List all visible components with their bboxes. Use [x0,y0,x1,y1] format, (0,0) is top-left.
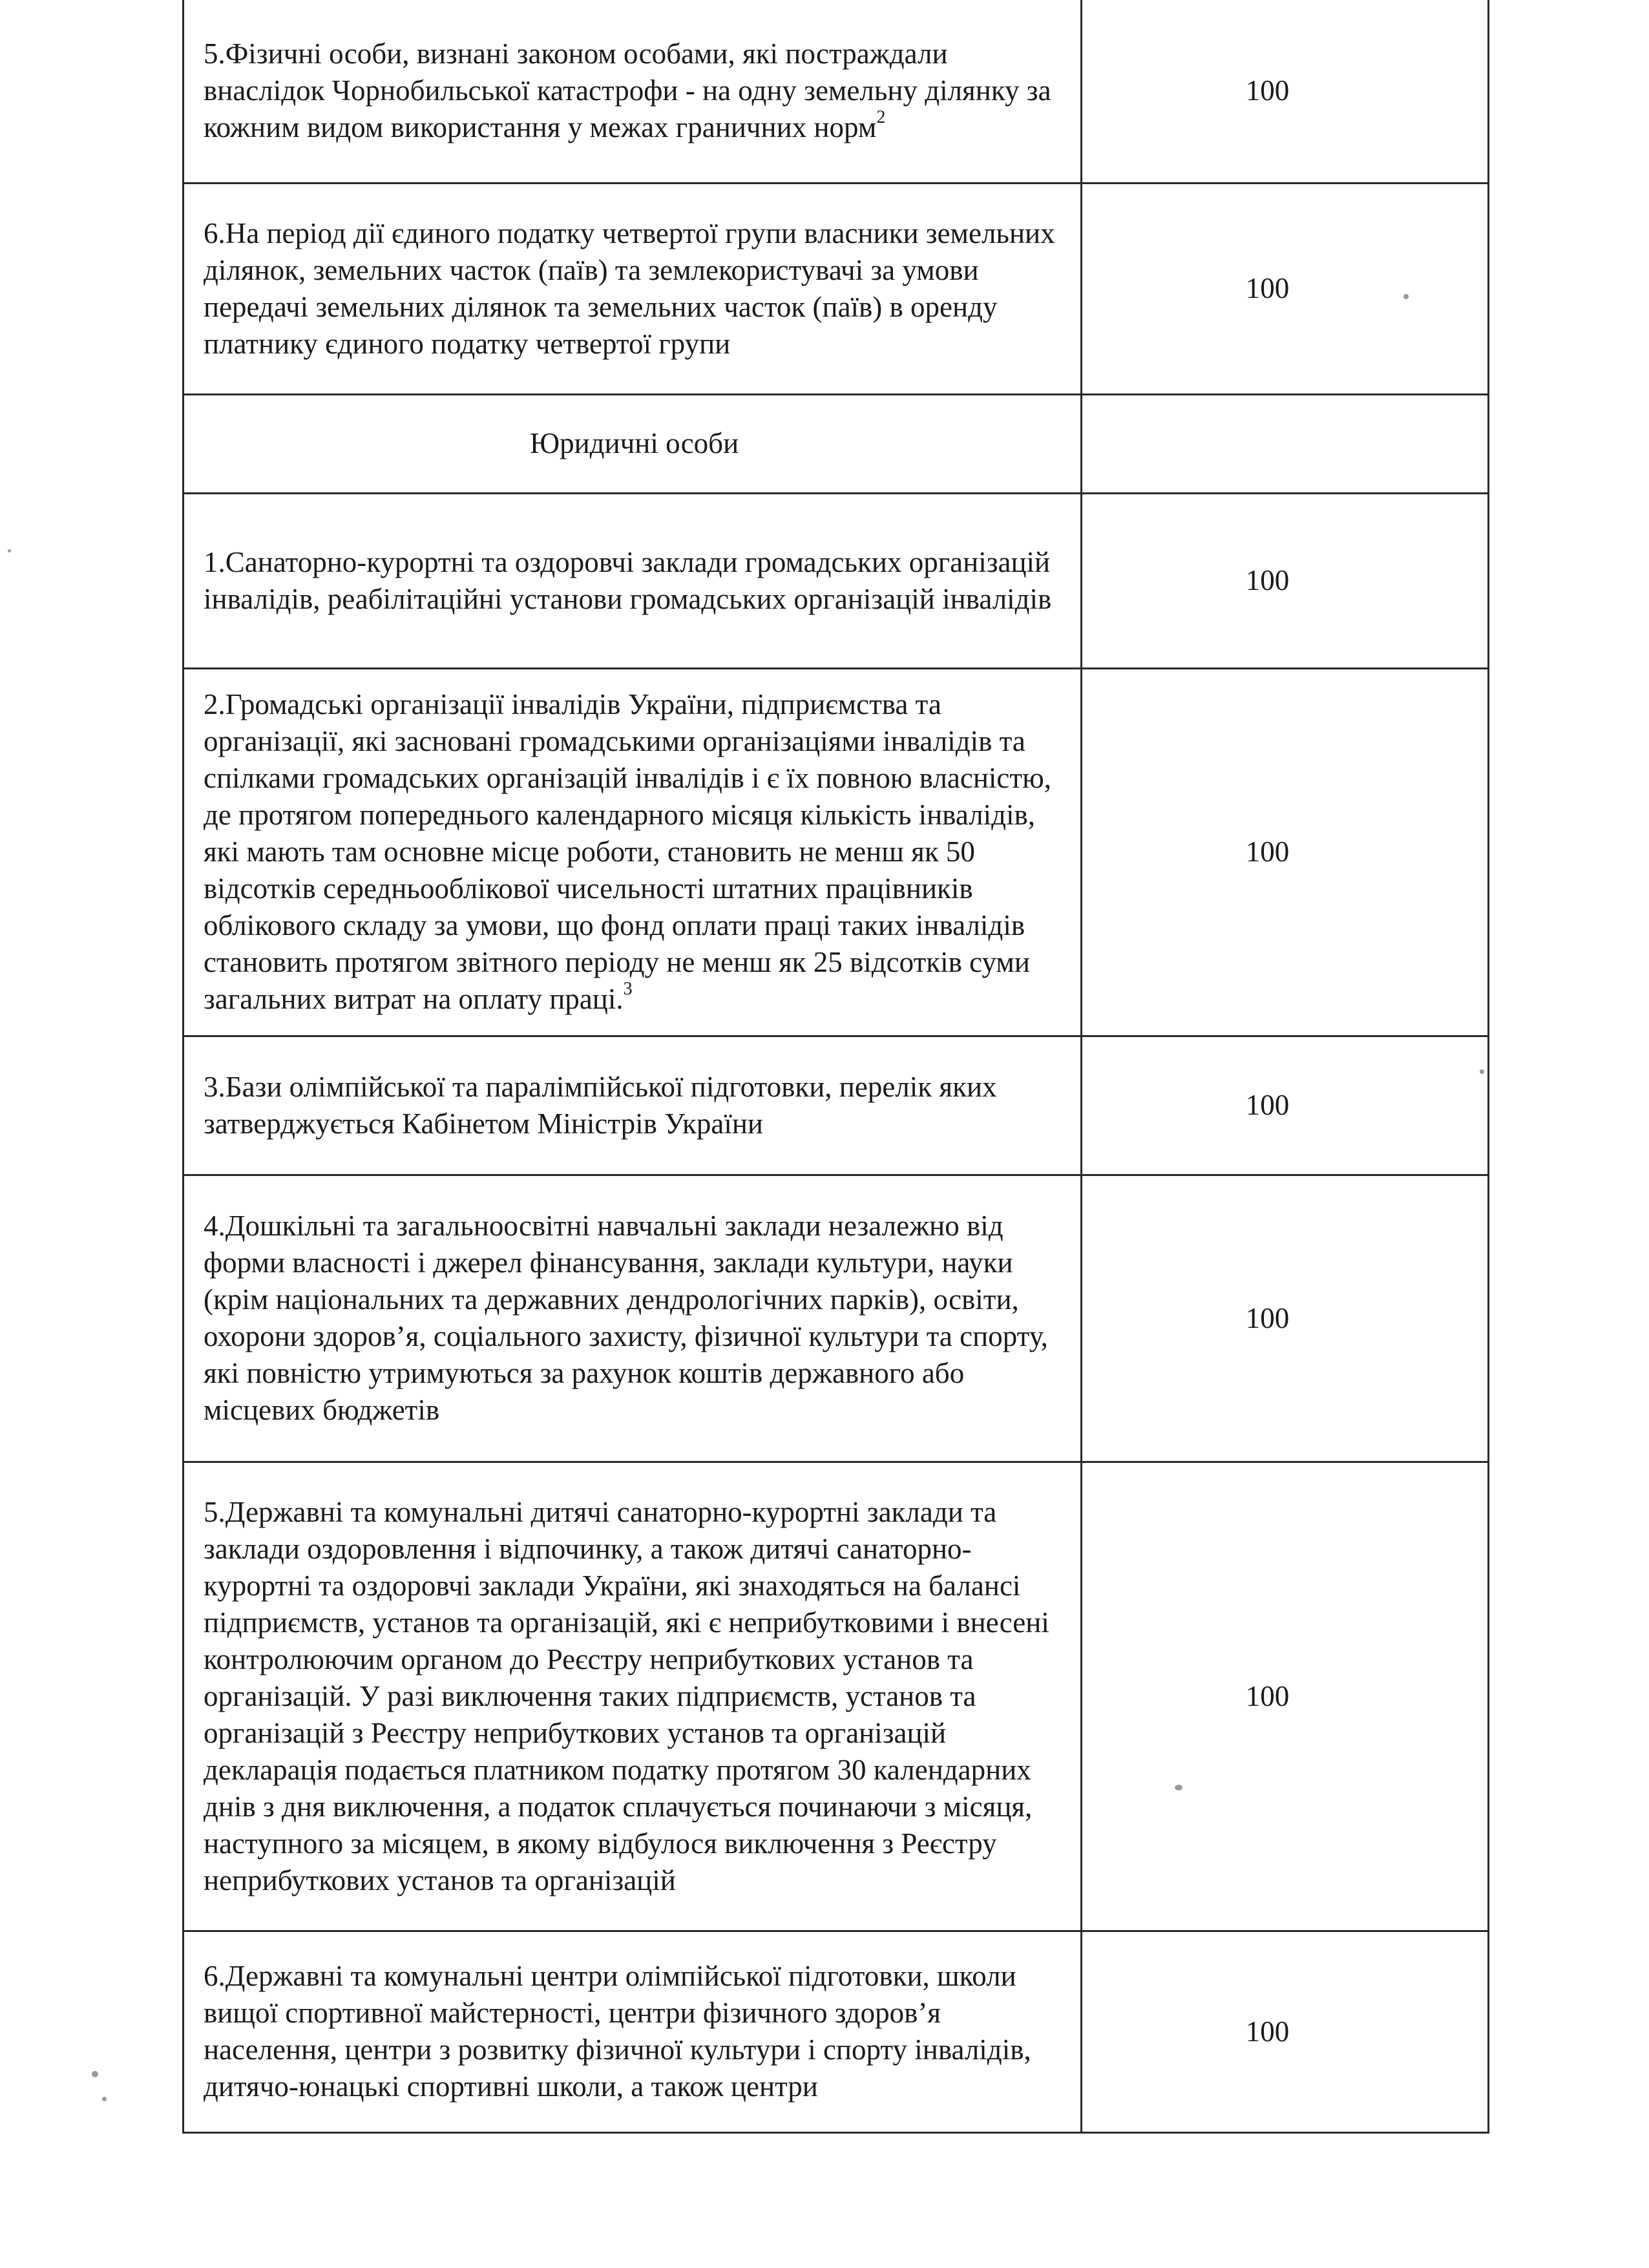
table-row [184,1036,1489,1175]
scan-speck [1480,1069,1484,1074]
scan-speck [102,2097,107,2101]
table-row [184,0,1489,183]
table-row [184,668,1489,1036]
row-value [1082,394,1489,493]
row-value: 100 [1082,493,1489,668]
row-value: 100 [1082,1931,1489,2132]
row-description: 6.На період дії єдиного податку четвертої групи власники земельних ділянок, земельних часток (паїв) та землекористувачі за умови передачі земельних ділянок та земельних часток (паїв) в оренду платнику єдиного податку четвертої групи [184,183,1082,394]
table-row [184,1931,1489,2132]
row-description: 1.Санаторно-курортні та оздоровчі заклади громадських організацій інвалідів, реабілітаційні установи громадських організацій інвалідів [184,493,1082,668]
scan-speck [92,2071,98,2077]
row-description: 2.Громадські організації інвалідів України, підприємства та організації, які засновані громадськими організаціями інвалідів та спілками громадських організацій інвалідів і є їх повною власністю, де протягом попереднього календарного місяця кількість інвалідів, які мають там основне місце роботи, становить не менш як 50 відсотків середньооблікової чисельності штатних працівників облікового складу за умови, що фонд оплати праці таких інвалідів становить протягом звітного періоду не менш як 25 відсотків суми загальних витрат на оплату праці.$^3$ [184,668,1082,1036]
row-value: 100 [1082,1036,1489,1175]
scan-speck [1175,1785,1182,1790]
row-value: 100 [1082,1175,1489,1462]
footnote-mark: 2 [876,107,886,128]
table-row [184,1175,1489,1462]
row-description: 6.Державні та комунальні центри олімпійської підготовки, школи вищої спортивної майстерності, центри фізичного здоров’я населення, центри з розвитку фізичної культури і спорту інвалідів, дитячо-юнацькі спортивні школи, а також центри [184,1931,1082,2132]
scan-speck [1403,294,1409,299]
table-row [184,493,1489,668]
row-description: 5.Державні та комунальні дитячі санаторно-курортні заклади та заклади оздоровлення і відпочинку, а також дитячі санаторно-курортні та оздоровчі заклади України, які знаходяться на балансі підприємств, установ та організацій, які є неприбутковими і внесені контролюючим органом до Реєстру неприбуткових установ та організацій. У разі виключення таких підприємств, установ та організацій з Реєстру неприбуткових установ та організацій декларація подається платником податку протягом 30 календарних днів з дня виключення, а податок сплачується починаючи з місяця, наступного за місяцем, в якому відбулося виключення з Реєстру неприбуткових установ та організацій [184,1462,1082,1931]
section-title: Юридичні особи [184,394,1082,493]
footnote-mark: 3 [623,979,633,999]
section-header-row [184,394,1489,493]
row-description: 3.Бази олімпійської та паралімпійської підготовки, перелік яких затверджується Кабінетом Міністрів України [184,1036,1082,1175]
row-value: 100 [1082,0,1489,183]
row-value: 100 [1082,1462,1489,1931]
table-row [184,1462,1489,1931]
row-value: 100 [1082,668,1489,1036]
row-description: 4.Дошкільні та загальноосвітні навчальні заклади незалежно від форми власності і джерел фінансування, заклади культури, науки (крім національних та державних дендрологічних парків), освіти, охорони здоров’я, соціального захисту, фізичної культури та спорту, які повністю утримуються за рахунок коштів державного або місцевих бюджетів [184,1175,1082,1462]
row-description: 5.Фізичні особи, визнані законом особами, які постраждали внаслідок Чорнобильської катастрофи - на одну земельну ділянку за кожним видом використання у межах граничних норм$^2$ [184,0,1082,183]
scan-speck [8,549,11,552]
row-value: 100 [1082,183,1489,394]
table-row [184,183,1489,394]
tax-benefits-table [182,0,1489,2134]
